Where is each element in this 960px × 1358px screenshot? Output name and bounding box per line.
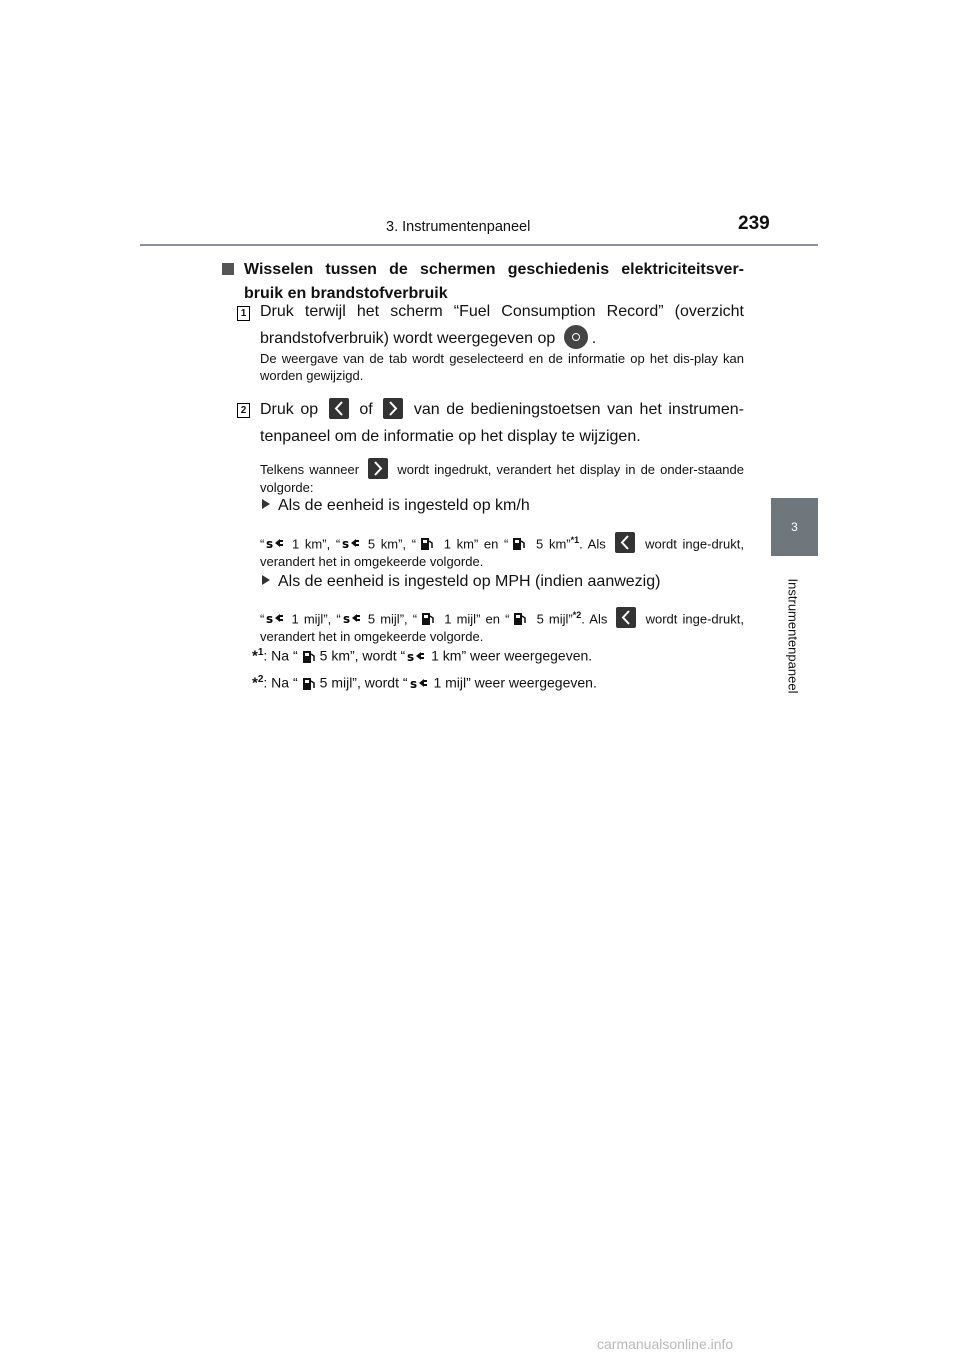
footnote-num: 2 xyxy=(257,674,264,685)
ev-plug-icon xyxy=(410,676,428,690)
chevron-right-icon xyxy=(383,398,403,419)
step-2-text xyxy=(260,396,744,450)
svg-text:s: s xyxy=(342,612,350,626)
kmh-sequence xyxy=(260,532,744,570)
kmh-v3: 1 km” en “ xyxy=(443,536,509,552)
fuel-pump-icon xyxy=(302,649,316,664)
header-rule xyxy=(140,244,818,246)
svg-text:s: s xyxy=(266,537,274,551)
chapter-number: 3 xyxy=(791,520,798,534)
footnote-2-b: 5 mijl”, wordt “ xyxy=(319,674,408,691)
mph-q1: “ xyxy=(260,611,265,627)
step-1-text xyxy=(260,298,744,352)
fuel-pump-icon xyxy=(512,536,526,551)
section-square-icon xyxy=(222,263,234,275)
svg-text:s: s xyxy=(266,612,274,626)
footnote-num: 1 xyxy=(257,647,264,658)
chapter-tab xyxy=(771,498,818,556)
fuel-pump-icon xyxy=(302,676,316,691)
mph-v4: 5 mijl” xyxy=(536,611,573,627)
mph-tail-b: wordt inge-drukt, verandert het in omgekeerde volgorde. xyxy=(260,611,744,645)
bullet-triangle-icon xyxy=(262,499,270,509)
ev-plug-icon xyxy=(266,611,284,625)
footnote-star: * xyxy=(252,674,258,692)
mph-heading xyxy=(262,573,660,591)
footnote-2-a: : Na “ xyxy=(263,674,298,691)
mph-v1: 1 mijl”, “ xyxy=(291,611,341,627)
kmh-heading xyxy=(262,497,530,515)
step-2-text-a: Druk op xyxy=(260,401,319,418)
ev-plug-icon xyxy=(342,536,360,550)
ev-plug-icon xyxy=(407,649,425,663)
chevron-left-icon xyxy=(616,607,636,628)
fuel-pump-icon xyxy=(421,611,435,626)
footnote-1-c: 1 km” weer weergegeven. xyxy=(431,647,593,664)
kmh-footnote-mark: *1 xyxy=(570,535,580,545)
footnote-1-b: 5 km”, wordt “ xyxy=(319,647,406,664)
step-1-text-b: . xyxy=(591,330,597,347)
kmh-v1: 1 km”, “ xyxy=(292,536,341,552)
footnote-1 xyxy=(252,647,592,665)
watermark[interactable]: carmanualsonline.info xyxy=(597,1336,734,1352)
kmh-v2: 5 km”, “ xyxy=(367,536,417,552)
kmh-v4: 5 km” xyxy=(536,536,571,552)
step-number-1: 1 xyxy=(237,306,250,321)
step-2-note-a: Telkens wanneer xyxy=(260,462,360,477)
kmh-q1: “ xyxy=(260,536,265,552)
footnote-2 xyxy=(252,674,597,692)
svg-text:s: s xyxy=(342,537,350,551)
ev-plug-icon xyxy=(266,536,284,550)
chapter-label xyxy=(783,566,803,706)
heading-line-1: Wisselen tussen de schermen geschiedenis elektriciteitsver- xyxy=(244,261,744,278)
step-1-note: De weergave van de tab wordt geselecteerd en de informatie op het dis-play kan worden gewijzigd. xyxy=(260,351,744,383)
svg-text:s: s xyxy=(407,649,415,663)
step-2-text-c: van de bedieningstoetsen van het instrumen-tenpaneel om de informatie op het display te wijzigen. xyxy=(260,401,744,445)
mph-tail-a: . Als xyxy=(581,611,608,627)
bullet-triangle-icon xyxy=(262,575,270,585)
step-2-note-b: wordt ingedrukt, verandert het display in de onder-staande volgorde: xyxy=(260,462,744,495)
section-title: 3. Instrumentenpaneel xyxy=(386,219,531,235)
kmh-tail-b: wordt inge-drukt, verandert het in omgekeerde volgorde. xyxy=(260,536,744,570)
fuel-pump-icon xyxy=(420,536,434,551)
footnote-1-a: : Na “ xyxy=(263,647,298,664)
footnote-2-c: 1 mijl” weer weergegeven. xyxy=(433,674,597,691)
mph-sequence xyxy=(260,607,744,645)
step-1-text-a: Druk terwijl het scherm “Fuel Consumption Record” (overzicht brandstofverbruik) wordt weergegeven op xyxy=(260,303,744,347)
chapter-label-text: Instrumentenpaneel xyxy=(785,578,801,694)
mph-v3: 1 mijl” en “ xyxy=(444,611,510,627)
ev-plug-icon xyxy=(343,611,361,625)
kmh-heading-text: Als de eenheid is ingesteld op km/h xyxy=(278,497,530,514)
fuel-pump-icon xyxy=(513,611,527,626)
chevron-left-icon xyxy=(615,532,635,553)
heading-line-2: bruik en brandstofverbruik xyxy=(244,285,448,302)
chevron-left-icon xyxy=(329,398,349,419)
mph-v2: 5 mijl”, “ xyxy=(367,611,418,627)
step-number-2: 2 xyxy=(237,403,250,418)
footnote-star: * xyxy=(252,647,258,665)
mph-heading-text: Als de eenheid is ingesteld op MPH (indien aanwezig) xyxy=(278,573,661,590)
svg-text:s: s xyxy=(409,676,417,690)
chevron-right-icon xyxy=(368,458,388,479)
ok-button-icon xyxy=(564,325,588,349)
mph-footnote-mark: *2 xyxy=(572,610,582,620)
step-2-note xyxy=(260,458,744,496)
kmh-tail-a: . Als xyxy=(579,536,606,552)
page-number: 239 xyxy=(738,213,770,234)
step-2-text-b: of xyxy=(359,401,373,418)
